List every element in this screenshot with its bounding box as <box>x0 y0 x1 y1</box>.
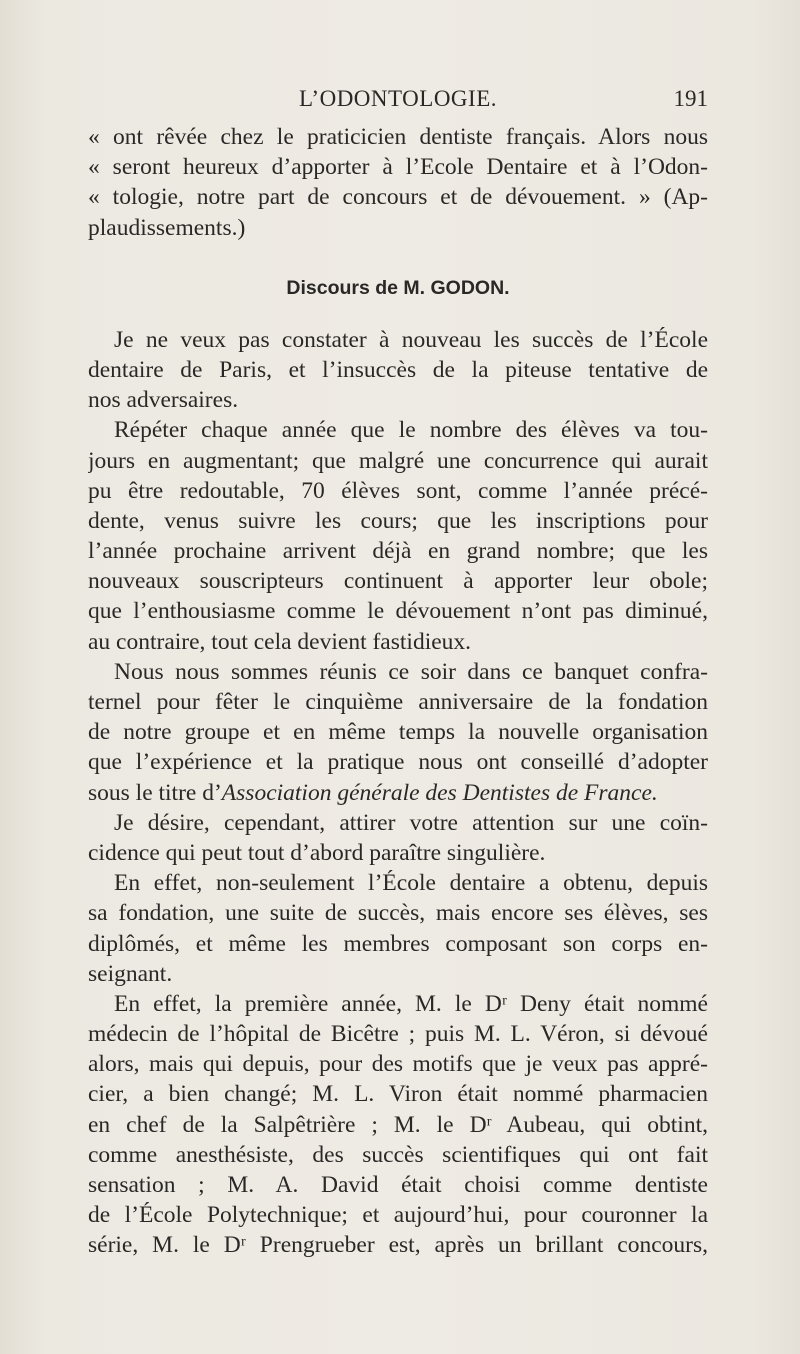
text-line: jours en augmentant; que malgré une concurrence qui aurait <box>88 447 708 474</box>
text-line: « tologie, notre part de concours et de dévouement. » (Ap- <box>88 184 708 211</box>
body-text <box>88 122 708 1261</box>
text-line: seignant. <box>88 960 173 987</box>
text-line: dente, venus suivre les cours; que les inscriptions pour <box>88 507 708 534</box>
text-line: Je ne veux pas constater à nouveau les succès de l’École <box>114 326 708 353</box>
text-line: plaudissements.) <box>88 214 246 241</box>
text-line: série, M. le Dʳ Prengrueber est, après un brillant concours, <box>88 1232 708 1259</box>
text-line: nos adversaires. <box>88 387 239 414</box>
text-line: sa fondation, une suite de succès, mais encore ses élèves, ses <box>88 900 708 927</box>
text-line: en chef de la Salpêtrière ; M. le Dʳ Aubeau, qui obtint, <box>88 1111 708 1138</box>
text-line: dentaire de Paris, et l’insuccès de la piteuse tentative de <box>88 356 708 383</box>
text-line: l’année prochaine arrivent déjà en grand nombre; que les <box>88 538 708 565</box>
text-line-prefix: sous le titre d’ <box>88 779 222 806</box>
text-line: « seront heureux d’apporter à l’Ecole Dentaire et à l’Odon- <box>88 154 708 181</box>
page-number: 191 <box>673 86 708 111</box>
running-title: L’ODONTOLOGIE. <box>298 86 497 111</box>
text-line: ternel pour fêter le cinquième anniversaire de la fondation <box>88 689 708 715</box>
text-line: « ont rêvée chez le praticicien dentiste français. Alors nous <box>88 124 708 150</box>
text-line: En effet, la première année, M. le Dʳ Deny était nommé <box>114 990 708 1017</box>
text-line: cidence qui peut tout d’abord paraître singulière. <box>88 839 546 866</box>
text-line: que l’expérience et la pratique nous ont conseillé d’adopter <box>88 749 708 776</box>
text-line: au contraire, tout cela devient fastidieux. <box>88 628 472 655</box>
text-line <box>88 778 708 808</box>
text-line: alors, mais qui depuis, pour des motifs que je veux pas appré- <box>88 1051 708 1078</box>
text-line: médecin de l’hôpital de Bicêtre ; puis M. L. Véron, si dévoué <box>88 1021 708 1048</box>
text-line: de l’École Polytechnique; et aujourd’hui, pour couronner la <box>88 1202 708 1229</box>
text-line: Je désire, cependant, attirer votre attention sur une coïn- <box>114 809 708 836</box>
text-line: Répéter chaque année que le nombre des élèves va tou- <box>114 417 708 444</box>
text-line: de notre groupe et en même temps la nouvelle organisation <box>88 719 708 746</box>
text-line: nouveaux souscripteurs continuent à apporter leur obole; <box>88 568 708 595</box>
association-title: Association générale des Dentistes de France. <box>221 779 658 806</box>
page-header <box>88 86 708 114</box>
text-line: comme anesthésiste, des succès scientifiques qui ont fait <box>88 1141 708 1168</box>
text-line: cier, a bien changé; M. L. Viron était nommé pharmacien <box>88 1081 708 1108</box>
text-line: En effet, non-seulement l’École dentaire a obtenu, depuis <box>114 870 708 897</box>
text-line: diplômés, et même les membres composant son corps en- <box>88 930 708 957</box>
text-line: que l’enthousiasme comme le dévouement n’ont pas diminué, <box>88 598 708 625</box>
text-line: Nous nous sommes réunis ce soir dans ce banquet confra- <box>114 658 708 685</box>
section-heading: Discours de M. GODON. <box>286 276 510 299</box>
text-line: sensation ; M. A. David était choisi comme dentiste <box>88 1172 708 1198</box>
text-line: pu être redoutable, 70 élèves sont, comme l’année précé- <box>88 477 708 504</box>
